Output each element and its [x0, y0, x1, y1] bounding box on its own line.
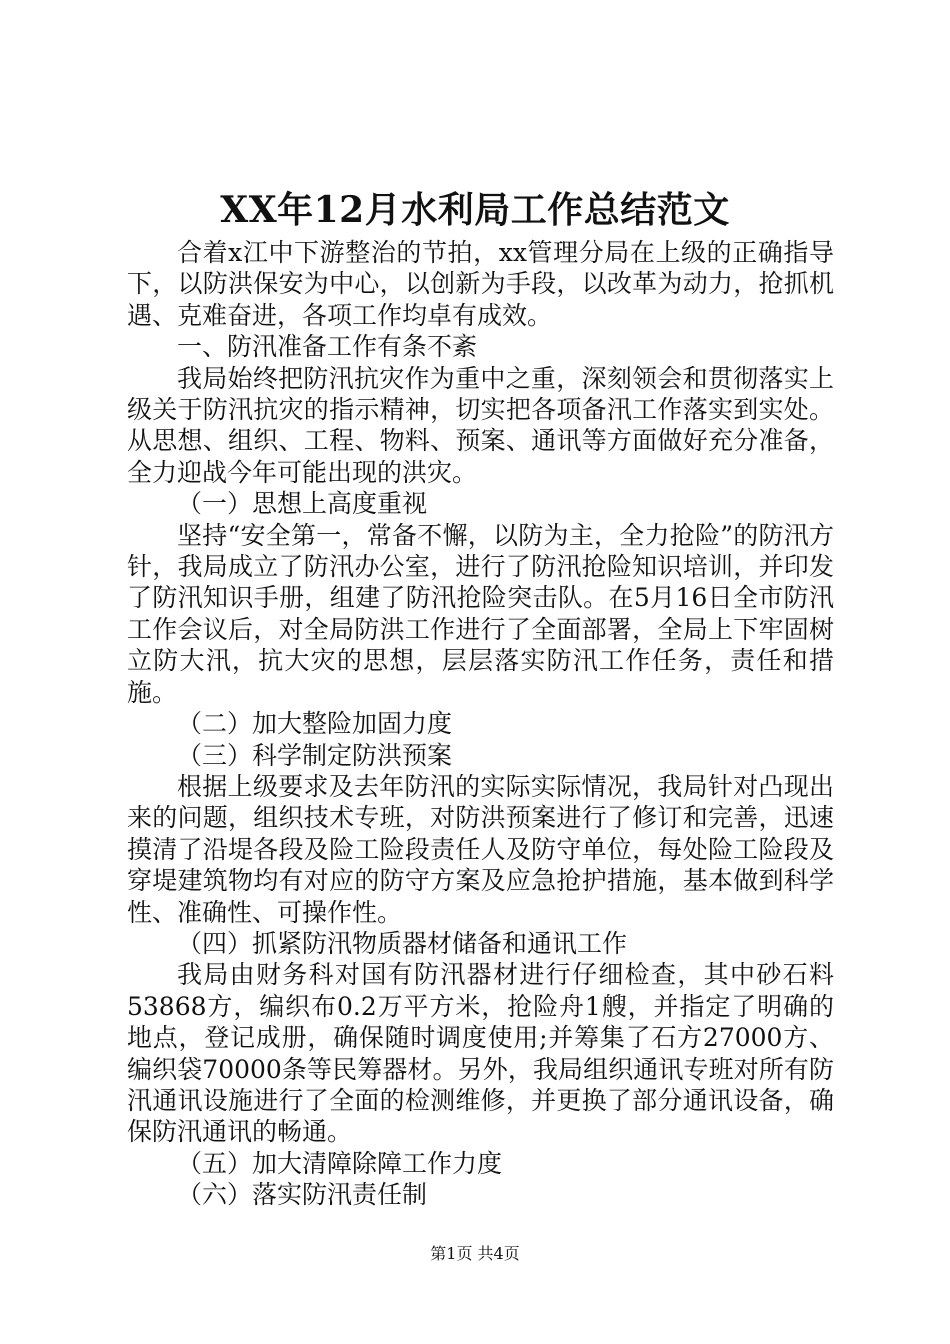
subheading-5: （五）加大清障除障工作力度	[177, 1148, 503, 1178]
page-footer: 第1页 共4页	[430, 1244, 520, 1263]
paragraph-subsection-1: 坚持“安全第一，常备不懈，以防为主，全力抢险”的防汛方针，我局成立了防汛办公室，进行了防汛抢险知识培训，并印发了防汛知识手册，组建了防汛抢险突击队。在5月16日全市防汛工作会议后，对全局防洪工作进行了全面部署，全局上下牢固树立防大汛，抗大灾的思想，层层落实防汛工作任务，责任和措施。	[127, 520, 834, 707]
subheading-1: （一）思想上高度重视	[177, 489, 428, 519]
paragraph-subsection-3: 根据上级要求及去年防汛的实际实际情况，我局针对凸现出来的问题，组织技术专班，对防洪预案进行了修订和完善，迅速摸清了沿堤各段及险工险段责任人及防守单位，每处险工险段及穿堤建筑物均有对应的防守方案及应急抢护措施，基本做到科学性、准确性、可操作性。	[127, 771, 834, 927]
heading-section-1: 一、防汛准备工作有条不紊	[177, 332, 478, 362]
subheading-4: （四）抓紧防汛物质器材储备和通讯工作	[177, 928, 628, 958]
document-title: XX年12月水利局工作总结范文	[220, 189, 730, 231]
subheading-2: （二）加大整险加固力度	[177, 709, 453, 739]
paragraph-section-1: 我局始终把防汛抗灾作为重中之重，深刻领会和贯彻落实上级关于防汛抗灾的指示精神，切实把各项备汛工作落实到实处。从思想、组织、工程、物料、预案、通讯等方面做好充分准备，全力迎战今年可能出现的洪灾。	[127, 363, 834, 487]
subheading-6: （六）落实防汛责任制	[177, 1180, 428, 1210]
subheading-3: （三）科学制定防洪预案	[177, 740, 453, 770]
paragraph-subsection-4: 我局由财务科对国有防汛器材进行仔细检查，其中砂石料53868方，编织布0.2万平方米，抢险舟1艘，并指定了明确的地点，登记成册，确保随时调度使用;并筹集了石方27000方、编织袋70000条等民筹器材。另外，我局组织通讯专班对所有防汛通讯设施进行了全面的检测维修，并更换了部分通讯设备，确保防汛通讯的畅通。	[127, 960, 834, 1147]
document-body	[127, 237, 834, 1211]
paragraph-intro: 合着x江中下游整治的节拍，xx管理分局在上级的正确指导下，以防洪保安为中心，以创新为手段，以改革为动力，抢抓机遇、克难奋进，各项工作均卓有成效。	[127, 238, 834, 330]
